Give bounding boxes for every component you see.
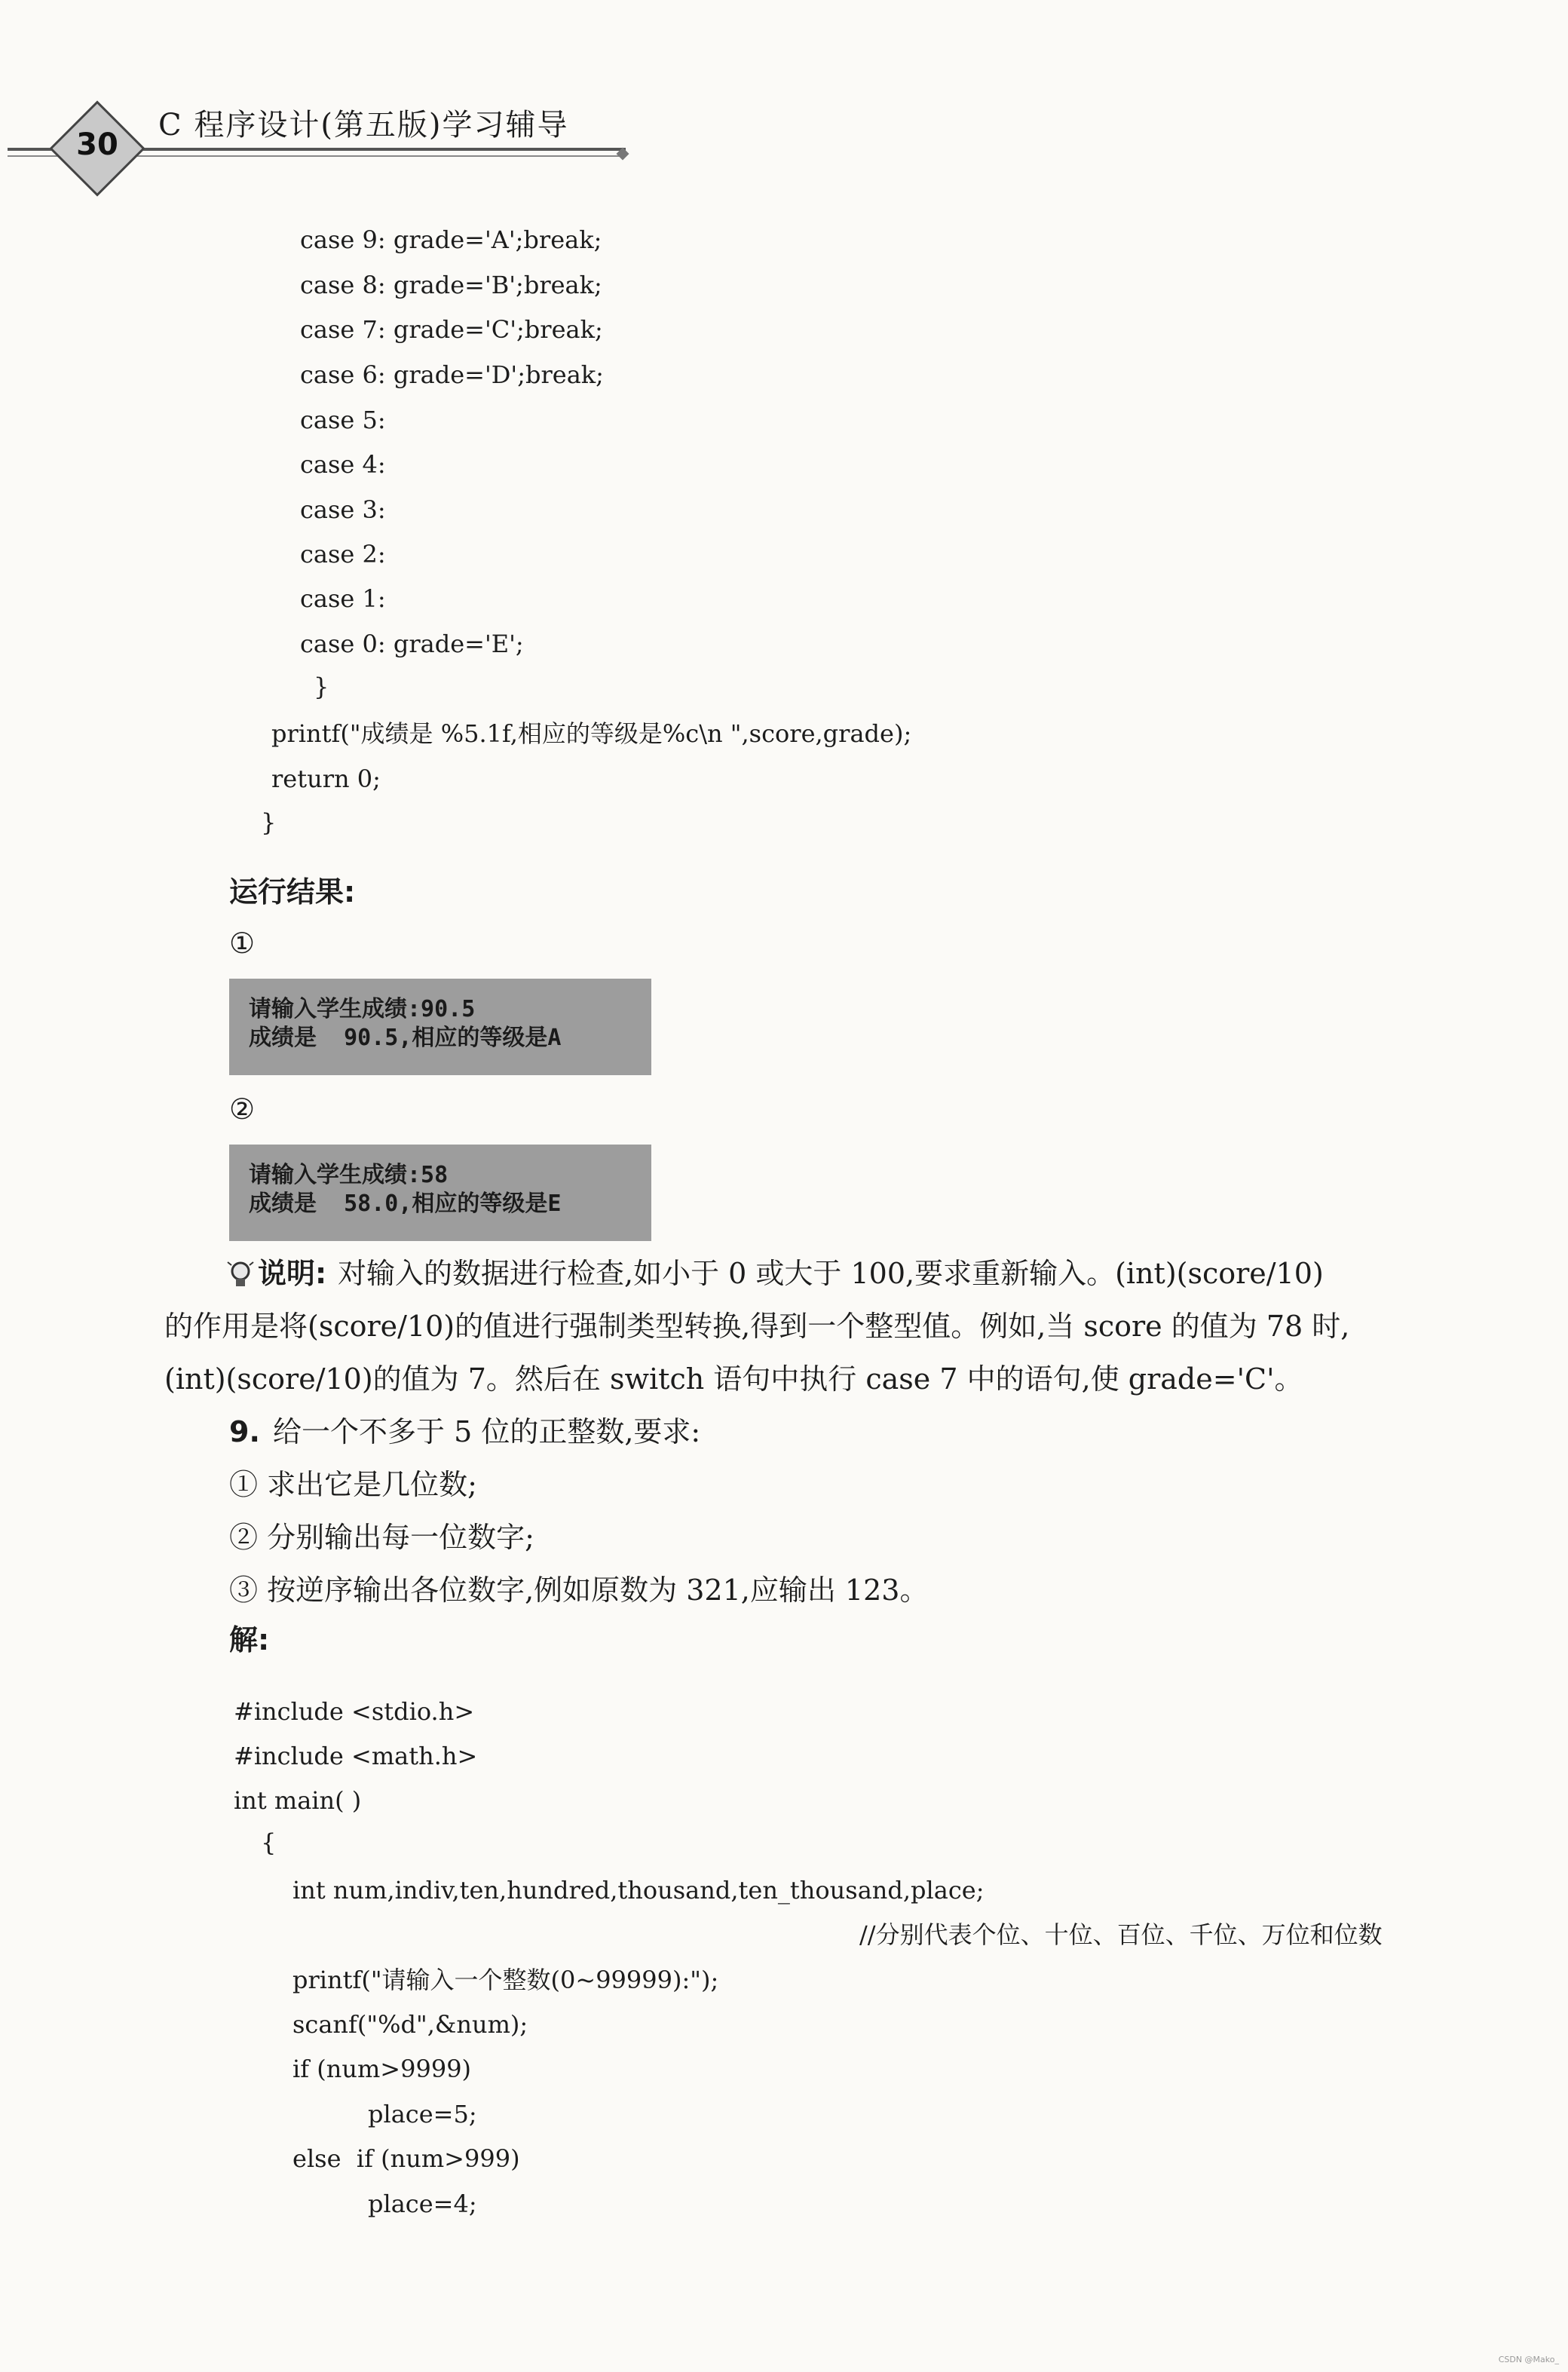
result-marker: ② bbox=[229, 1093, 256, 1126]
problem-item: ② 分别输出每一位数字; bbox=[229, 1521, 534, 1554]
code-line: printf("成绩是 %5.1f,相应的等级是%c\n ",score,grade); bbox=[271, 719, 912, 748]
code-line: case 8: grade='B';break; bbox=[300, 271, 602, 299]
code-line: else if (num>999) bbox=[292, 2144, 520, 2173]
result-marker: ① bbox=[229, 927, 256, 960]
code-line: scanf("%d",&num); bbox=[292, 2010, 528, 2039]
code-line: return 0; bbox=[271, 765, 381, 793]
problem-number: 9. bbox=[229, 1415, 260, 1448]
code-line: case 4: bbox=[300, 450, 386, 479]
code-line: case 6: grade='D';break; bbox=[300, 360, 604, 389]
book-title: C 程序设计(第五版)学习辅导 bbox=[158, 108, 569, 143]
run-result-label: 运行结果: bbox=[229, 875, 356, 909]
code-line: case 5: bbox=[300, 406, 386, 434]
code-line: case 7: grade='C';break; bbox=[300, 315, 603, 344]
problem-item: ③ 按逆序输出各位数字,例如原数为 321,应输出 123。 bbox=[229, 1574, 929, 1607]
code-line: if (num>9999) bbox=[292, 2055, 472, 2083]
code-brace: } bbox=[314, 673, 329, 701]
note-text: 对输入的数据进行检查,如小于 0 或大于 100,要求重新输入。(int)(score/10) bbox=[338, 1257, 1324, 1290]
code-line: case 3: bbox=[300, 495, 386, 524]
code-line: place=4; bbox=[368, 2190, 477, 2218]
note-text: 的作用是将(score/10)的值进行强制类型转换,得到一个整型值。例如,当 score 的值为 78 时, bbox=[164, 1310, 1350, 1343]
console-line: 请输入学生成绩:58 bbox=[249, 1162, 449, 1188]
code-line: int num,indiv,ten,hundred,thousand,ten_thousand,place; bbox=[292, 1876, 985, 1905]
page-number: 30 bbox=[76, 127, 118, 162]
code-line: #include <stdio.h> bbox=[234, 1697, 475, 1726]
console-line: 请输入学生成绩:90.5 bbox=[249, 996, 476, 1022]
code-comment: //分别代表个位、十位、百位、千位、万位和位数 bbox=[859, 1920, 1383, 1949]
code-line: case 1: bbox=[300, 584, 386, 613]
solution-label: 解: bbox=[229, 1623, 270, 1656]
code-line: case 9: grade='A';break; bbox=[300, 225, 602, 254]
note-text: (int)(score/10)的值为 7。然后在 switch 语句中执行 case 7 中的语句,使 grade='C'。 bbox=[164, 1362, 1303, 1396]
lightbulb-icon bbox=[226, 1259, 255, 1292]
code-brace: { bbox=[261, 1828, 277, 1857]
code-line: int main( ) bbox=[234, 1786, 362, 1815]
code-line: #include <math.h> bbox=[234, 1742, 478, 1770]
console-line: 成绩是 58.0,相应的等级是E bbox=[249, 1191, 562, 1217]
code-brace: } bbox=[261, 808, 277, 837]
watermark: CSDN @Mako_ bbox=[1498, 2355, 1559, 2364]
console-output bbox=[229, 1145, 651, 1241]
code-line: printf("请输入一个整数(0~99999):"); bbox=[292, 1966, 719, 1994]
code-line: case 0: grade='E'; bbox=[300, 630, 524, 658]
problem-item: ① 求出它是几位数; bbox=[229, 1468, 477, 1501]
console-line: 成绩是 90.5,相应的等级是A bbox=[249, 1025, 562, 1051]
console-output bbox=[229, 979, 651, 1075]
code-line: case 2: bbox=[300, 540, 386, 568]
problem-statement: 给一个不多于 5 位的正整数,要求: bbox=[273, 1415, 701, 1448]
note-label: 说明: bbox=[258, 1257, 327, 1290]
code-line: place=5; bbox=[368, 2100, 477, 2128]
